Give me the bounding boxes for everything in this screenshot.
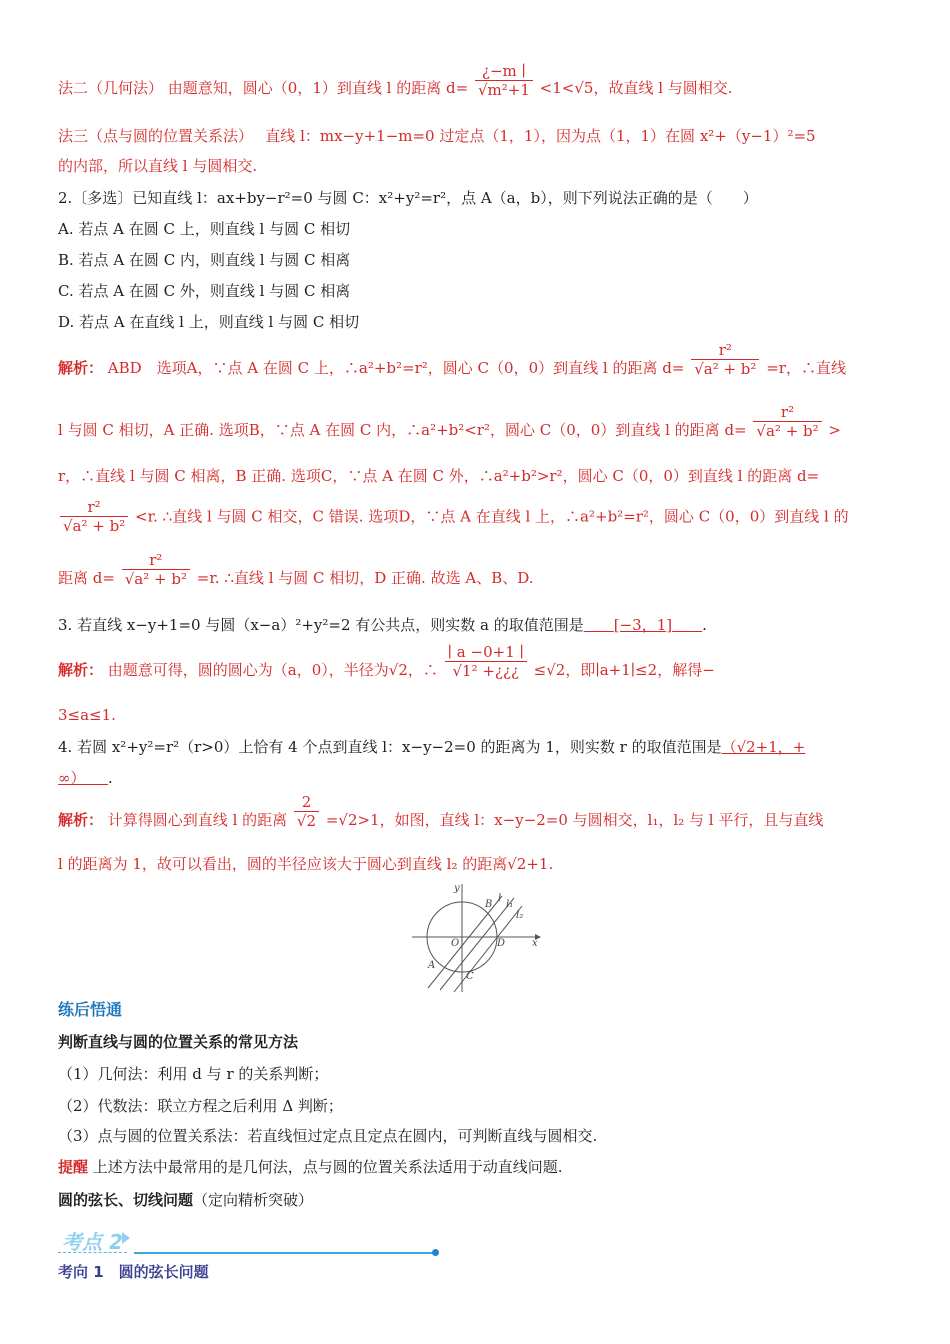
- option-a: A. 若点 A 在圆 C 上，则直线 l 与圆 C 相切: [58, 220, 351, 238]
- solution-3-line-2: 3≤a≤1.: [58, 706, 116, 724]
- solution-2-text-2: l 与圆 C 相切，A 正确. 选项B，∵点 A 在圆 C 内，∴a²+b²<r²，圆心 C（0，0）到直线 l 的距离 d=: [58, 421, 747, 439]
- fraction-denominator: √2: [296, 811, 317, 830]
- divider-line: [134, 1252, 436, 1254]
- question-4-stem: [58, 737, 805, 757]
- solution-3-line-1: [58, 642, 715, 680]
- solution-2-text-5b: =r. ∴直线 l 与圆 C 相切，D 正确. 故选 A、B、D.: [196, 569, 534, 587]
- kaodian-banner: [58, 1226, 443, 1258]
- question-4-answer-1: （√2+1，+: [721, 738, 806, 756]
- label-y: y: [454, 883, 460, 894]
- fraction-numerator: r²: [60, 498, 128, 517]
- solution-2-text-4: <r. ∴直线 l 与圆 C 相交，C 错误. 选项D，∵点 A 在直线 l 上，∴a²+b²=r²，圆心 C（0，0）到直线 l 的: [135, 507, 849, 526]
- summary-title: 练后悟通: [58, 1000, 123, 1019]
- method-two-conclusion: <1<√5，故直线 l 与圆相交.: [539, 79, 733, 97]
- fraction-denominator: √1² +¿¿¿: [452, 661, 520, 680]
- label-l1: l₁: [506, 899, 514, 910]
- fraction-numerator: r²: [753, 403, 821, 422]
- label-l: l: [498, 893, 502, 904]
- solution-2-line-5: [58, 550, 534, 588]
- divider-dot-icon: [432, 1249, 439, 1256]
- fraction-denominator: √m²+1: [477, 80, 530, 99]
- solution-3-text-b: ≤√2，即∣a+1∣≤2，解得−: [533, 661, 715, 679]
- question-3-stem: 3. 若直线 x−y+1=0 与圆（x−a）²+y²=2 有公共点，则实数 a 的取值范围是 [−3，1] .: [58, 616, 707, 634]
- fraction-numerator: r²: [122, 551, 190, 570]
- fraction-denominator: √a² + b²: [756, 421, 819, 440]
- distance-fraction: [60, 498, 128, 535]
- distance-fraction: [294, 793, 319, 830]
- fraction-denominator: √a² + b²: [694, 359, 757, 378]
- distance-fraction: [691, 341, 759, 378]
- tip-label: 提醒: [58, 1158, 89, 1176]
- solution-4-text-b: =√2>1，如图，直线 l：x−y−2=0 与圆相交，l₁，l₂ 与 l 平行，且与直线: [325, 811, 824, 829]
- fraction-numerator: r²: [691, 341, 759, 360]
- solution-4-line-2: l 的距离为 1，故可以看出，圆的半径应该大于圆心到直线 l₂ 的距离√2+1.: [58, 855, 554, 873]
- kaodian-label: 考点 2: [58, 1226, 127, 1253]
- label-c: C: [466, 971, 474, 982]
- option-d: D. 若点 A 在直线 l 上，则直线 l 与圆 C 相切: [58, 313, 360, 331]
- method-three-line: [58, 126, 816, 146]
- method-three-line-2: 的内部，所以直线 l 与圆相交.: [58, 157, 258, 175]
- label-a: A: [428, 960, 436, 971]
- label-l2: l₂: [516, 910, 524, 921]
- distance-fraction: [753, 403, 821, 440]
- solution-3-text: 由题意可得，圆的圆心为（a，0），半径为√2，∴: [107, 661, 438, 679]
- question-4-text: 4. 若圆 x²+y²=r²（r>0）上恰有 4 个点到直线 l：x−y−2=0 的距离为 1，则实数 r 的取值范围是: [58, 738, 722, 756]
- solution-4-line-1: [58, 792, 824, 830]
- play-arrow-icon: [122, 1232, 130, 1244]
- section-note: （定向精析突破）: [193, 1191, 314, 1209]
- label-b: B: [485, 899, 493, 910]
- question-3-text: 3. 若直线 x−y+1=0 与圆（x−a）²+y²=2 有公共点，则实数 a 的取值范围是: [58, 616, 584, 634]
- distance-fraction: [445, 643, 527, 680]
- label-o: O: [451, 938, 460, 949]
- solution-label: 解析：: [58, 359, 104, 377]
- question-2-stem: 2.〔多选〕已知直线 l：ax+by−r²=0 与圆 C：x²+y²=r²，点 A（a，b），则下列说法正确的是（ ）: [58, 189, 758, 207]
- solution-2-text-1b: =r，∴直线: [766, 359, 846, 377]
- distance-fraction: [475, 62, 533, 99]
- method-two-line: [58, 61, 733, 99]
- fraction-numerator: ∣ a −0+1 ∣: [445, 643, 527, 662]
- solution-2-text-1: ABD 选项A，∵点 A 在圆 C 上，∴a²+b²=r²，圆心 C（0，0）到直线 l 的距离 d=: [107, 359, 685, 377]
- kaoxiang-heading: 考向 1 圆的弦长问题: [58, 1263, 209, 1281]
- summary-subtitle: 判断直线与圆的位置关系的常见方法: [58, 1033, 299, 1051]
- fraction-numerator: ¿−m ∣: [475, 62, 533, 81]
- section-heading: [58, 1190, 313, 1210]
- method-three-text: 直线 l：mx−y+1−m=0 过定点（1，1），因为点（1，1）在圆 x²+（y−1）²=5: [265, 127, 816, 145]
- solution-2-text-5a: 距离 d=: [58, 569, 115, 587]
- solution-2-line-2: [58, 402, 841, 440]
- distance-fraction: [122, 551, 190, 588]
- summary-item-2: （2）代数法：联立方程之后利用 Δ 判断；: [58, 1097, 343, 1115]
- option-b: B. 若点 A 在圆 C 内，则直线 l 与圆 C 相离: [58, 251, 351, 269]
- circle-line-figure: [410, 880, 545, 995]
- option-c: C. 若点 A 在圆 C 外，则直线 l 与圆 C 相离: [58, 282, 351, 300]
- question-4-line-2: ∞） .: [58, 769, 113, 787]
- question-3-answer: [−3，1]: [613, 616, 673, 634]
- method-two-label: 法二（几何法）: [58, 79, 164, 97]
- solution-2-line-4: [58, 500, 849, 535]
- tip-line: [58, 1157, 563, 1177]
- tip-text: 上述方法中最常用的是几何法，点与圆的位置关系法适用于动直线问题.: [92, 1158, 563, 1176]
- solution-2-line-1: [58, 340, 846, 378]
- solution-label: 解析：: [58, 811, 104, 829]
- solution-4-text: 计算得圆心到直线 l 的距离: [107, 811, 288, 829]
- section-title: 圆的弦长、切线问题: [58, 1191, 194, 1209]
- fraction-denominator: √a² + b²: [124, 569, 187, 588]
- summary-item-3: （3）点与圆的位置关系法：若直线恒过定点且定点在圆内，可判断直线与圆相交.: [58, 1127, 598, 1145]
- label-x: x: [532, 938, 538, 949]
- solution-2-line-3: r，∴直线 l 与圆 C 相离，B 正确. 选项C，∵点 A 在圆 C 外，∴a²+b²>r²，圆心 C（0，0）到直线 l 的距离 d=: [58, 467, 820, 485]
- summary-item-1: （1）几何法：利用 d 与 r 的关系判断；: [58, 1065, 329, 1083]
- fraction-denominator: √a² + b²: [63, 517, 126, 535]
- solution-2-text-2b: >: [828, 421, 841, 439]
- fraction-numerator: 2: [294, 793, 319, 812]
- method-two-text: 由题意知，圆心（0，1）到直线 l 的距离 d=: [167, 79, 469, 97]
- label-d: D: [497, 938, 506, 949]
- method-three-label: 法三（点与圆的位置关系法）: [58, 127, 246, 145]
- question-4-answer-2: ∞）: [58, 769, 78, 787]
- line-l1: [454, 906, 522, 992]
- solution-label: 解析：: [58, 661, 104, 679]
